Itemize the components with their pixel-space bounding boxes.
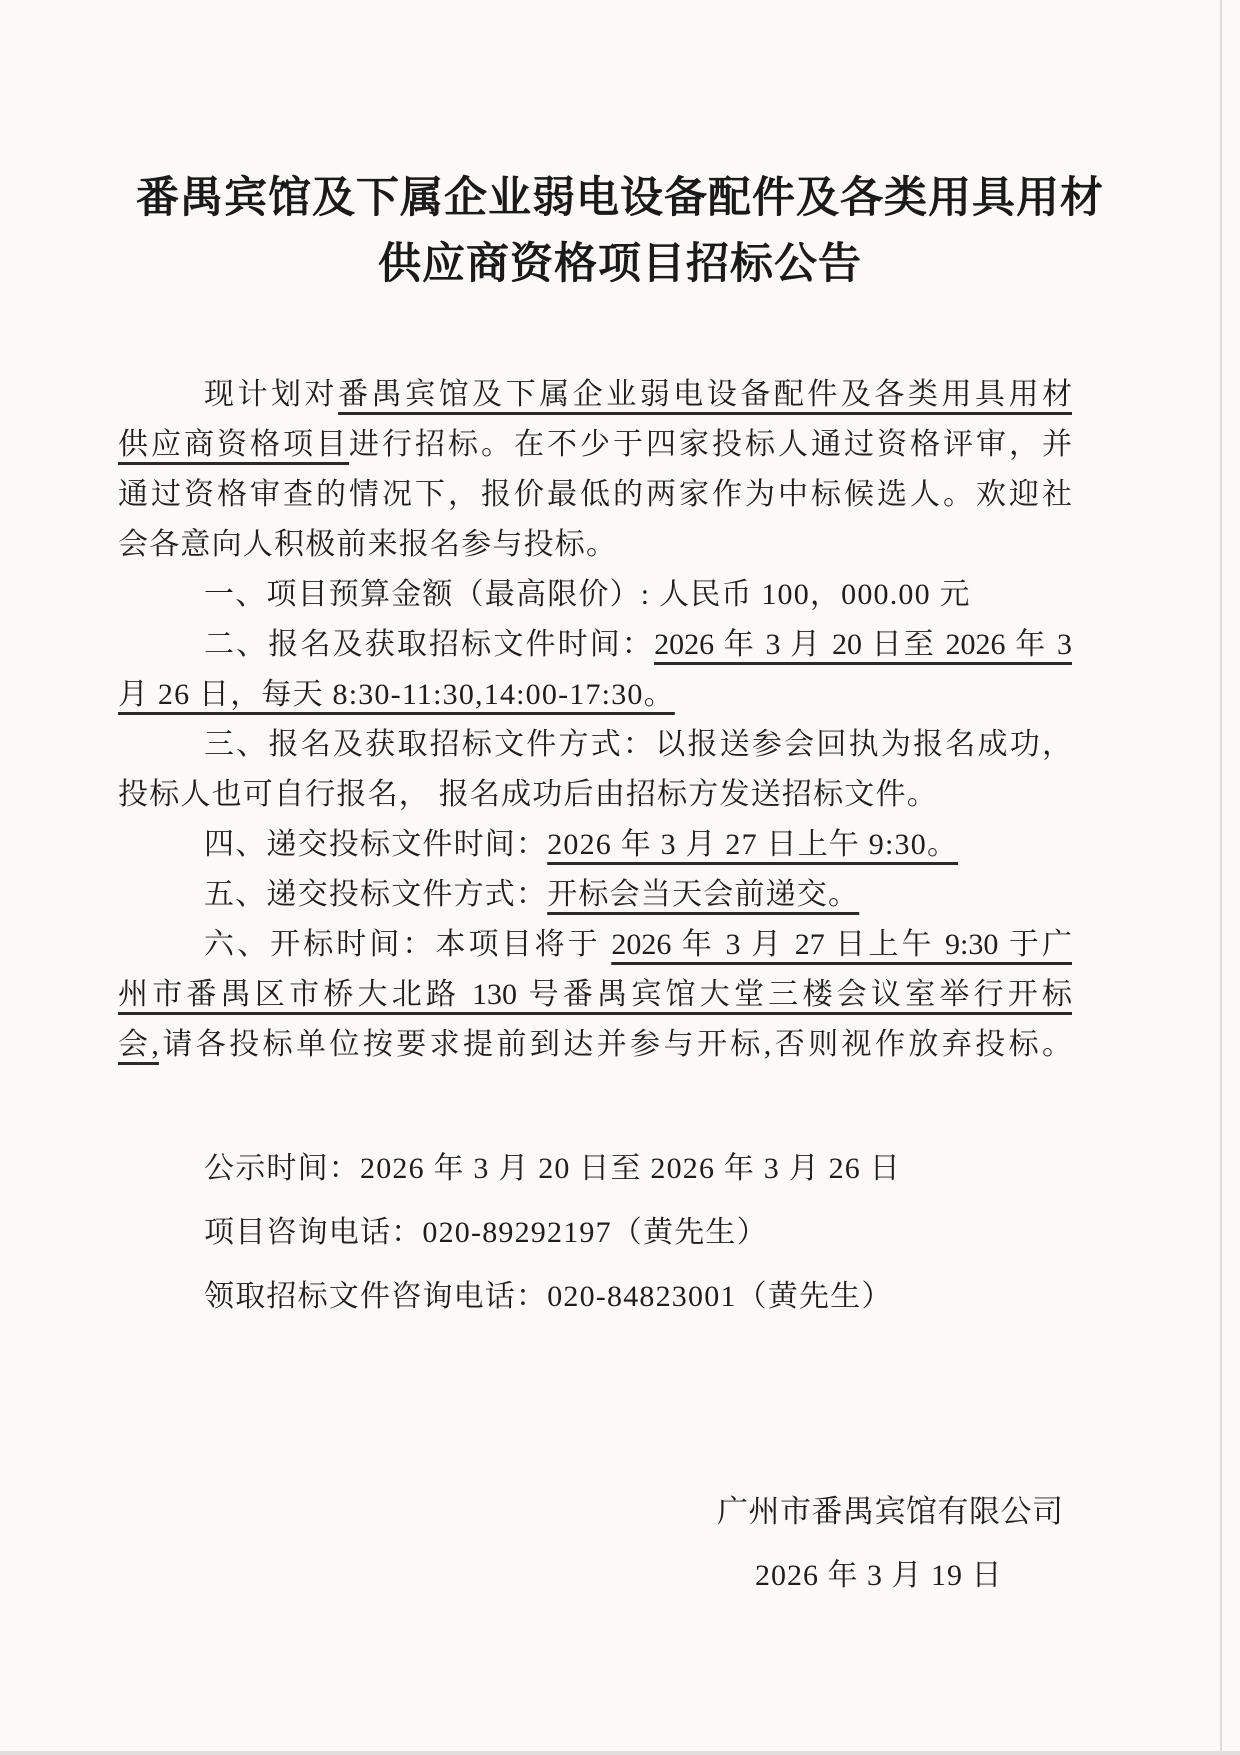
underlined-text: 州市番禺区市桥大北路 130 号番禺宾馆大堂三楼会议室举行开标: [118, 978, 1072, 1011]
text-segment: 现计划对: [204, 378, 339, 411]
underlined-text: 2026 年 3 月 27 日上午 9:30 于广: [611, 928, 1072, 961]
text-segment: 二、报名及获取招标文件时间：: [204, 628, 655, 661]
document-title: [0, 165, 1240, 297]
underlined-text: 开标会当天会前递交。: [547, 878, 860, 911]
body-line-3: [118, 470, 1072, 520]
underlined-text: 供应商资格项目: [118, 428, 349, 461]
underlined-text: 月 26 日，每天 8:30-11:30,14:00-17:30。: [118, 678, 675, 711]
body-line-12: [118, 920, 1072, 970]
body-line-2: [118, 420, 1072, 470]
document-body: [118, 370, 1072, 1070]
body-line-14: [118, 1020, 1072, 1070]
scan-bottom-edge: [0, 1751, 1240, 1755]
text-segment: 一、项目预算金额（最高限价）: 人民币 100，000.00 元: [204, 578, 971, 611]
body-line-1: [118, 370, 1072, 420]
text-segment: 三、报名及获取招标文件方式：以报送参会回执为报名成功，: [204, 728, 1072, 761]
notice-line-3: 领取招标文件咨询电话：020-84823001（黄先生）: [204, 1280, 893, 1313]
text-segment: 四、递交投标文件时间：: [204, 828, 548, 861]
notice-line-1: 公示时间：2026 年 3 月 20 日至 2026 年 3 月 26 日: [204, 1152, 901, 1185]
body-line-4: [118, 520, 1072, 570]
text-segment: 投标人也可自行报名， 报名成功后由招标方发送招标文件。: [118, 778, 938, 811]
body-line-5: [118, 570, 1072, 620]
notice-section: [204, 1137, 901, 1329]
signature-date: 2026 年 3 月 19 日: [755, 1559, 1003, 1592]
text-segment: 通过资格审查的情况下，报价最低的两家作为中标候选人。欢迎社: [118, 478, 1072, 511]
text-segment: 会各意向人积极前来报名参与投标。: [118, 528, 618, 561]
text-segment: 进行招标。在不少于四家投标人通过资格评审，并: [349, 428, 1072, 461]
company-name: 广州市番禺宾馆有限公司: [717, 1494, 1064, 1529]
body-line-10: [118, 820, 1072, 870]
underlined-text: 2026 年 3 月 20 日至 2026 年 3: [654, 628, 1073, 661]
title-line-1: 番禺宾馆及下属企业弱电设备配件及各类用具用材: [136, 174, 1104, 222]
body-line-8: [118, 720, 1072, 770]
text-segment: 六、开标时间：本项目将于: [204, 928, 612, 961]
underlined-text: 番禺宾馆及下属企业弱电设备配件及各类用具用材: [338, 378, 1073, 411]
text-segment: 请各投标单位按要求提前到达并参与开标,否则视作放弃投标。: [158, 1028, 1073, 1061]
body-line-11: [118, 870, 1072, 920]
body-line-9: [118, 770, 1072, 820]
body-line-7: [118, 670, 1072, 720]
underlined-text: 2026 年 3 月 27 日上午 9:30。: [547, 828, 959, 861]
text-segment: 五、递交投标文件方式：: [204, 878, 548, 911]
title-line-2: 供应商资格项目招标公告: [378, 240, 862, 288]
body-line-13: [118, 970, 1072, 1020]
body-line-6: [118, 620, 1072, 670]
underlined-text: 会,: [118, 1028, 159, 1061]
notice-line-2: 项目咨询电话：020-89292197（黄先生）: [204, 1216, 768, 1249]
